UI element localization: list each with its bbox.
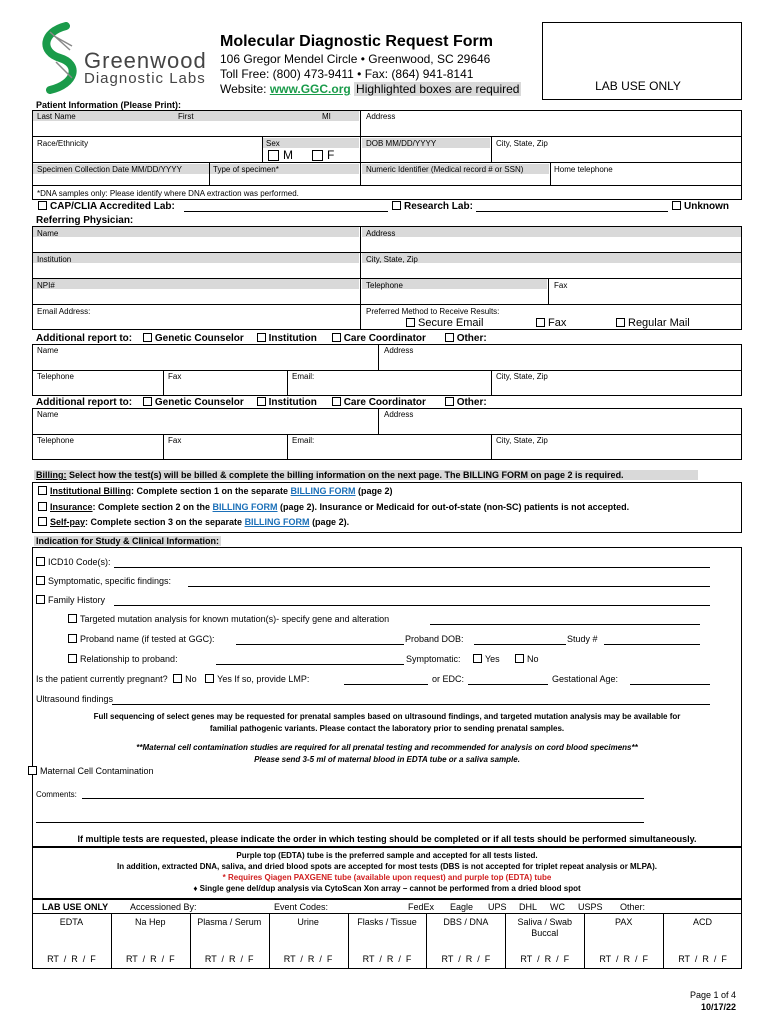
mcc-line-1: **Maternal cell contamination studies are required for all prenatal testing and recommended for analysis on cord blood specimens** — [136, 743, 638, 752]
carrier-0: FedEx — [408, 902, 435, 912]
relationship-checkbox[interactable] — [68, 654, 77, 663]
carrier-3: DHL — [519, 902, 538, 912]
add2-address-field[interactable]: Address — [384, 410, 414, 419]
proband-option[interactable]: Proband name (if tested at GGC): — [68, 634, 215, 644]
symptomatic-yes-checkbox[interactable] — [473, 654, 482, 663]
secure-email-checkbox[interactable] — [406, 318, 415, 327]
lab-col-2: Plasma / Serum — [197, 917, 262, 927]
symptomatic-no-checkbox[interactable] — [515, 654, 524, 663]
lab-col-rtrf-3[interactable]: RT / R / F — [283, 954, 333, 964]
add1-address-field[interactable]: Address — [384, 346, 414, 355]
study-number-label: Study # — [567, 634, 598, 644]
specimen-line-3: * Requires Qiagen PAXGENE tube (available upon request) and purple top (EDTA) tube — [222, 873, 552, 882]
cap-lab-option[interactable]: CAP/CLIA Accredited Lab: — [38, 201, 175, 212]
lab-website-line — [220, 82, 521, 96]
physician-name-field[interactable]: Name — [37, 229, 59, 238]
add2-other-option[interactable]: Other: — [445, 397, 487, 408]
indication-section-title: Indication for Study & Clinical Information: — [36, 536, 220, 546]
billing-insurance-option[interactable]: Insurance: Complete section 2 on the BILLING FORM (page 2). Insurance or Medicaid for out-of-state (non-SC) patients is not accepted. — [38, 502, 629, 512]
symptomatic-findings-option[interactable]: Symptomatic, specific findings: — [36, 576, 171, 586]
required-note: Highlighted boxes are required — [356, 82, 520, 96]
lab-col-rtrf-7[interactable]: RT / R / F — [599, 954, 648, 964]
physician-fax-field[interactable]: Fax — [554, 281, 568, 290]
add2-cc-checkbox[interactable] — [332, 397, 341, 406]
symptomatic-no-option[interactable]: No — [515, 654, 539, 664]
specimen-type-field[interactable]: Type of specimen* — [213, 165, 279, 174]
add1-inst-checkbox[interactable] — [257, 333, 266, 342]
add2-email-field[interactable]: Email: — [292, 436, 315, 445]
carrier-1: Eagle — [450, 902, 474, 912]
page-number: Page 1 of 4 — [689, 990, 736, 1000]
dob-field[interactable]: DOB MM/DD/YYYY — [366, 139, 437, 148]
add1-other-option[interactable]: Other: — [445, 333, 487, 344]
institutional-checkbox[interactable] — [38, 486, 47, 495]
physician-telephone-field[interactable]: Telephone — [366, 281, 403, 290]
institution-field[interactable]: Institution — [37, 255, 72, 264]
icd-checkbox[interactable] — [36, 557, 45, 566]
research-lab-option[interactable]: Research Lab: — [392, 201, 473, 212]
sex-label: Sex — [266, 139, 280, 148]
fax-checkbox[interactable] — [536, 318, 545, 327]
add1-telephone-field[interactable]: Telephone — [37, 372, 74, 381]
symptomatic-findings-checkbox[interactable] — [36, 576, 45, 585]
lab-use-label: LAB USE ONLY — [595, 79, 681, 93]
lab-phone: Toll Free: (800) 473-9411 • Fax: (864) 941-8141 — [220, 67, 474, 81]
sex-m-checkbox[interactable] — [268, 150, 279, 161]
pregnancy-row: Is the patient currently pregnant? No Yes If so, provide LMP: — [36, 674, 310, 684]
dna-note: *DNA samples only: Please identify where DNA extraction was performed. — [37, 189, 299, 198]
form-date: 10/17/22 — [700, 1002, 736, 1012]
carrier-6: Other: — [620, 902, 646, 912]
symptomatic-yes-option[interactable]: Yes — [473, 654, 500, 664]
lab-col-3: Urine — [297, 917, 319, 927]
regular-mail-checkbox[interactable] — [616, 318, 625, 327]
add2-cc-option[interactable]: Care Coordinator — [332, 397, 426, 408]
mcc-checkbox[interactable] — [28, 766, 37, 775]
indication-box — [32, 547, 742, 847]
proband-dob-label: Proband DOB: — [405, 634, 464, 644]
preferred-method-label: Preferred Method to Receive Results: — [366, 307, 500, 316]
proband-checkbox[interactable] — [68, 634, 77, 643]
add1-email-field[interactable]: Email: — [292, 372, 315, 381]
edc-label: or EDC: — [432, 674, 465, 684]
add2-telephone-field[interactable]: Telephone — [37, 436, 74, 445]
sex-m-option[interactable]: M — [268, 148, 293, 162]
lab-col-rtrf-5[interactable]: RT / R / F — [441, 954, 491, 964]
secure-email-option[interactable]: Secure Email — [406, 317, 483, 329]
pregnant-yes-checkbox[interactable] — [205, 674, 214, 683]
carrier-4: WC — [550, 902, 565, 912]
targeted-mutation-checkbox[interactable] — [68, 614, 77, 623]
fax-option[interactable]: Fax — [536, 317, 566, 329]
logo-subtitle: Diagnostic Labs — [84, 70, 206, 87]
billing-form-link-3[interactable]: BILLING FORM — [244, 517, 310, 527]
billing-form-link-1[interactable]: BILLING FORM — [290, 486, 356, 496]
mi-field[interactable]: MI — [322, 112, 331, 121]
last-name-field[interactable]: Last Name — [37, 112, 76, 121]
lab-col-rtrf-0[interactable]: RT / R / F — [47, 954, 96, 964]
icd-option[interactable]: ICD10 Code(s): — [36, 557, 111, 567]
referring-section-title: Referring Physician: — [36, 215, 134, 226]
lab-col-0: EDTA — [59, 917, 84, 927]
research-checkbox[interactable] — [392, 201, 401, 210]
add1-inst-option[interactable]: Institution — [257, 333, 317, 344]
mcc-option[interactable]: Maternal Cell Contamination — [28, 766, 154, 776]
billing-selfpay-option[interactable]: Self-pay: Complete section 3 on the separate BILLING FORM (page 2). — [38, 517, 349, 527]
lab-use-box — [542, 22, 742, 100]
add2-fax-field[interactable]: Fax — [168, 436, 182, 445]
website-link[interactable]: www.GGC.org — [269, 82, 351, 96]
add2-csz-field[interactable]: City, State, Zip — [496, 436, 548, 445]
cap-checkbox[interactable] — [38, 201, 47, 210]
lab-col-8: ACD — [693, 917, 713, 927]
lab-address: 106 Gregor Mendel Circle • Greenwood, SC 29646 — [220, 52, 491, 66]
specimen-line-2: In addition, extracted DNA, saliva, and dried blood spots are accepted for most tests (DBS is not accepted for triplet repeat analysis or MLPA). — [117, 862, 657, 871]
billing-institutional-option[interactable]: Institutional Billing: Complete section 1 on the separate BILLING FORM (page 2) — [38, 486, 393, 496]
add1-other-checkbox[interactable] — [445, 333, 454, 342]
first-name-field[interactable]: First — [178, 112, 194, 121]
lab-col-1: Na Hep — [135, 917, 166, 927]
add1-gc-checkbox[interactable] — [143, 333, 152, 342]
insurance-checkbox[interactable] — [38, 502, 47, 511]
lab-col-rtrf-2[interactable]: RT / R / F — [204, 954, 254, 964]
home-phone-field[interactable]: Home telephone — [554, 165, 613, 174]
symptomatic-label: Symptomatic: — [406, 654, 461, 664]
race-field[interactable]: Race/Ethnicity — [37, 139, 89, 148]
ultrasound-label: Ultrasound findings — [36, 694, 114, 704]
family-history-option[interactable]: Family History — [36, 595, 105, 605]
family-history-checkbox[interactable] — [36, 595, 45, 604]
mcc-line-2: Please send 3-5 ml of maternal blood in EDTA tube or a saliva sample. — [254, 755, 520, 764]
selfpay-checkbox[interactable] — [38, 517, 47, 526]
patient-csz-field[interactable]: City, State, Zip — [496, 139, 548, 148]
specimen-line-4: ♦ Single gene del/dup analysis via CytoScan Xon array – cannot be performed from a dried blood spot — [193, 884, 581, 893]
add2-gc-checkbox[interactable] — [143, 397, 152, 406]
full-seq-line-2: familial pathogenic variants. Please contact the laboratory prior to sending prenatal samples. — [209, 724, 565, 733]
add1-cc-option[interactable]: Care Coordinator — [332, 333, 426, 344]
add1-cc-checkbox[interactable] — [332, 333, 341, 342]
full-seq-line-1: Full sequencing of select genes may be requested for prenatal samples based on ultrasound findings, and targeted mutation analysis may be available for — [93, 712, 681, 721]
sex-f-checkbox[interactable] — [312, 150, 323, 161]
lab-col-rtrf-1[interactable]: RT / R / F — [125, 954, 175, 964]
targeted-mutation-option[interactable]: Targeted mutation analysis for known mutation(s)- specify gene and alteration — [68, 614, 389, 624]
collection-date-field[interactable]: Specimen Collection Date MM/DD/YYYY — [37, 165, 182, 174]
add2-inst-checkbox[interactable] — [257, 397, 266, 406]
relationship-option[interactable]: Relationship to proband: — [68, 654, 178, 664]
add1-fax-field[interactable]: Fax — [168, 372, 182, 381]
carrier-5: USPS — [578, 902, 603, 912]
regular-mail-option[interactable]: Regular Mail — [616, 317, 690, 329]
unknown-option[interactable]: Unknown — [672, 201, 729, 212]
lab-col-rtrf-6[interactable]: RT / R / F — [520, 954, 570, 964]
patient-address-field[interactable]: Address — [366, 112, 396, 121]
gestational-age-label: Gestational Age: — [552, 674, 619, 684]
additional-report-2-row: Additional report to: Genetic Counselor Institution Care Coordinator Other: — [36, 397, 487, 408]
logo-name: Greenwood — [84, 48, 207, 73]
add2-name-field[interactable]: Name — [37, 410, 59, 419]
add1-gc-option[interactable]: Genetic Counselor — [143, 333, 244, 344]
physician-email-field[interactable]: Email Address: — [37, 307, 91, 316]
comments-label: Comments: — [36, 790, 77, 799]
physician-address-field[interactable]: Address — [366, 229, 396, 238]
event-codes-label: Event Codes: — [274, 902, 329, 912]
droplet-icon: ♦ — [193, 884, 198, 893]
logo-helix-icon — [36, 22, 86, 94]
add2-inst-option[interactable]: Institution — [257, 397, 317, 408]
patient-section-title: Patient Information (Please Print): — [36, 100, 182, 110]
add1-csz-field[interactable]: City, State, Zip — [496, 372, 548, 381]
lab-col-4: Flasks / Tissue — [357, 917, 417, 927]
lab-col-rtrf-4[interactable]: RT / R / F — [362, 954, 412, 964]
lab-col-rtrf-8[interactable]: RT / R / F — [678, 954, 727, 964]
form-title: Molecular Diagnostic Request Form — [220, 33, 493, 50]
lab-col-5: DBS / DNA — [443, 917, 489, 927]
patient-box — [32, 110, 742, 200]
additional-report-1-row: Additional report to: Genetic Counselor Institution Care Coordinator Other: — [36, 333, 487, 344]
add2-other-checkbox[interactable] — [445, 397, 454, 406]
numeric-id-field[interactable]: Numeric Identifier (Medical record # or SSN) — [366, 165, 524, 174]
billing-form-link-2[interactable]: BILLING FORM — [212, 502, 278, 512]
npi-field[interactable]: NPI# — [37, 281, 55, 290]
lab-col-6: Saliva / Swab Buccal — [517, 917, 573, 938]
pregnant-no-checkbox[interactable] — [173, 674, 182, 683]
physician-csz-field[interactable]: City, State, Zip — [366, 255, 418, 264]
multiple-tests-note: If multiple tests are requested, please indicate the order in which testing should be completed or if all tests should be performed simultaneously. — [77, 834, 697, 844]
specimen-line-1: Purple top (EDTA) tube is the preferred sample and accepted for all tests listed. — [236, 851, 538, 860]
website-prefix: Website: — [220, 82, 270, 96]
add2-gc-option[interactable]: Genetic Counselor — [143, 397, 244, 408]
add1-name-field[interactable]: Name — [37, 346, 59, 355]
accessioned-label: Accessioned By: — [130, 902, 197, 912]
carrier-2: UPS — [488, 902, 507, 912]
sex-f-option[interactable]: F — [312, 148, 334, 162]
lab-use-title: LAB USE ONLY — [42, 902, 109, 912]
billing-instruction: Billing: Select how the test(s) will be billed & complete the billing information on the next page. The BILLING FORM on page 2 is required. — [34, 470, 698, 480]
lab-col-7: PAX — [614, 917, 633, 927]
unknown-checkbox[interactable] — [672, 201, 681, 210]
